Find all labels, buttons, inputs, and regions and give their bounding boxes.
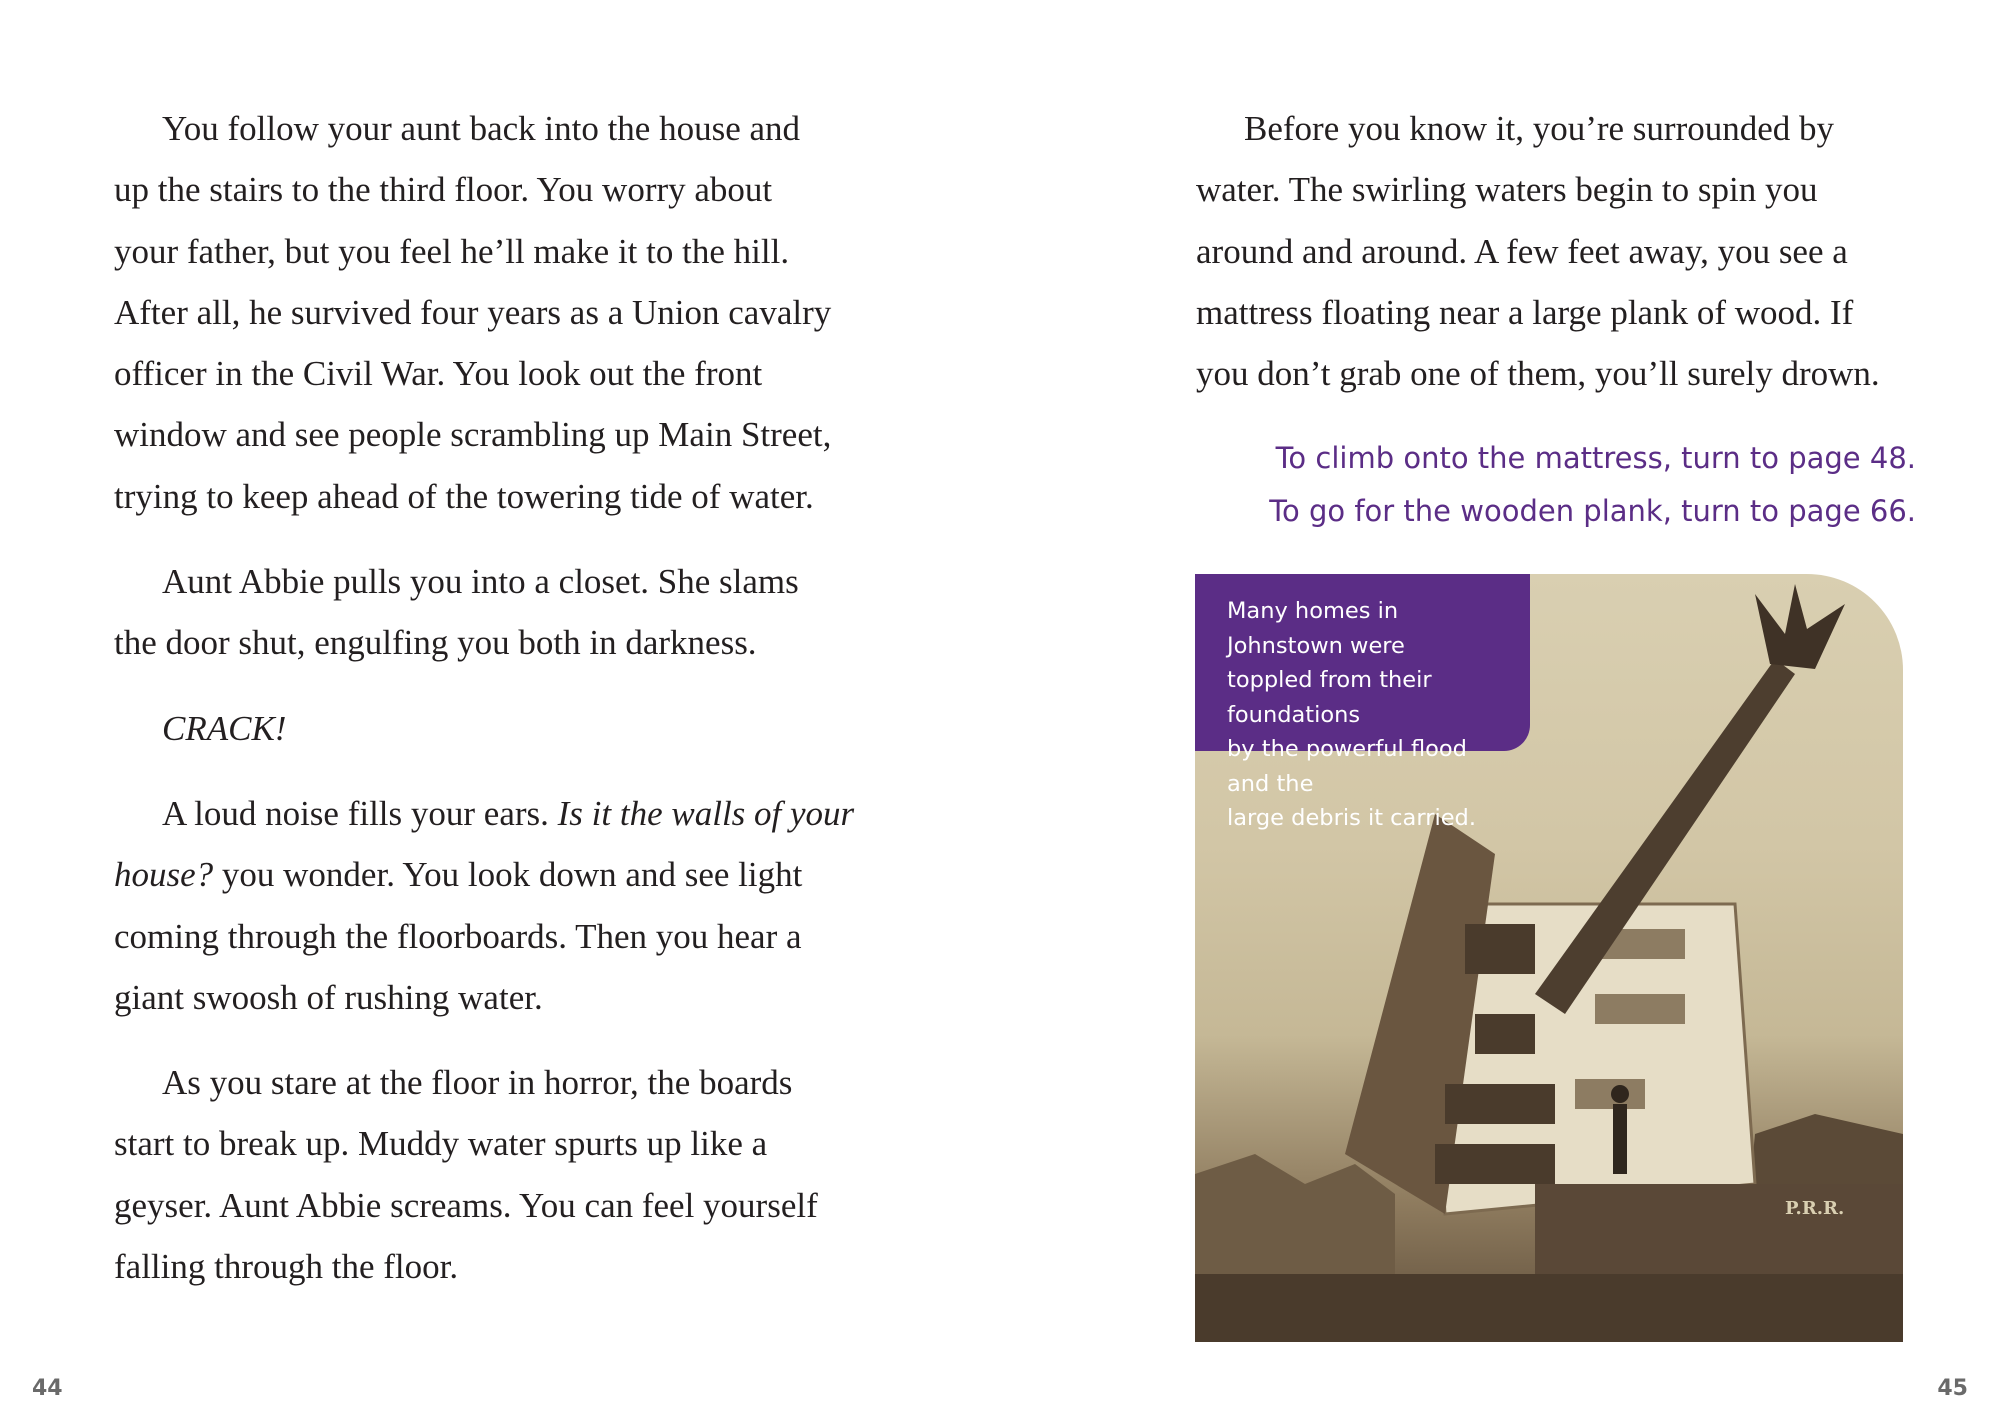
- paragraph-4-italic: Is it the walls of your house?: [114, 793, 855, 895]
- window: [1435, 1144, 1555, 1184]
- man-figure: [1613, 1104, 1627, 1174]
- choice-wooden-plank[interactable]: To go for the wooden plank, turn to page 66.: [1269, 494, 1916, 528]
- paragraph-2: Aunt Abbie pulls you into a closet. She slams the door shut, engulfing you both in darkness.: [114, 562, 799, 663]
- choice-list: [1269, 432, 1916, 538]
- page-number-right: 45: [1937, 1376, 1968, 1401]
- left-text-column: [114, 98, 859, 1321]
- photo-caption: Many homes in Johnstown were toppled from their foundations by the powerful flood and the large debris it carried.: [1195, 574, 1530, 751]
- paragraph-1: You follow your aunt back into the house and up the stairs to the third floor. You worry about your father, but you feel he’ll make it to the hill. After all, he survived four years as a Union cavalry officer in the Civil War. You look out the front window and see people scrambling up Main Street, trying to keep ahead of the towering tide of water.: [114, 109, 832, 516]
- window: [1475, 1014, 1535, 1054]
- rail-car: [1535, 1184, 1903, 1274]
- paragraph-4: [114, 783, 859, 1028]
- window: [1465, 924, 1535, 974]
- window: [1445, 1084, 1555, 1124]
- window: [1595, 994, 1685, 1024]
- right-page: [1000, 0, 2000, 1428]
- paragraph-crack: CRACK!: [162, 708, 287, 748]
- flood-photo: [1195, 574, 1903, 1342]
- choice-mattress[interactable]: To climb onto the mattress, turn to page 48.: [1275, 441, 1916, 475]
- window: [1575, 1079, 1645, 1109]
- paragraph-4-end: you wonder. You look down and see light coming through the floorboards. Then you hear a giant swoosh of rushing water.: [114, 855, 803, 1017]
- ground: [1195, 1274, 1903, 1342]
- paragraph-4-start: A loud noise fills your ears.: [162, 793, 558, 833]
- right-text-column: [1196, 98, 1906, 428]
- rail-car-marking: P.R.R.: [1785, 1198, 1845, 1219]
- man-head: [1611, 1085, 1629, 1103]
- paragraph-5: As you stare at the floor in horror, the boards start to break up. Muddy water spurts up like a geyser. Aunt Abbie screams. You can feel yourself falling through the floor.: [114, 1063, 818, 1287]
- page-number-left: 44: [32, 1376, 63, 1401]
- tree-roots: [1755, 584, 1845, 669]
- paragraph-right: Before you know it, you’re surrounded by water. The swirling waters begin to spin you around and around. A few feet away, you see a mattress floating near a large plank of wood. If you don’t grab one of them, you’ll surely drown.: [1196, 109, 1880, 394]
